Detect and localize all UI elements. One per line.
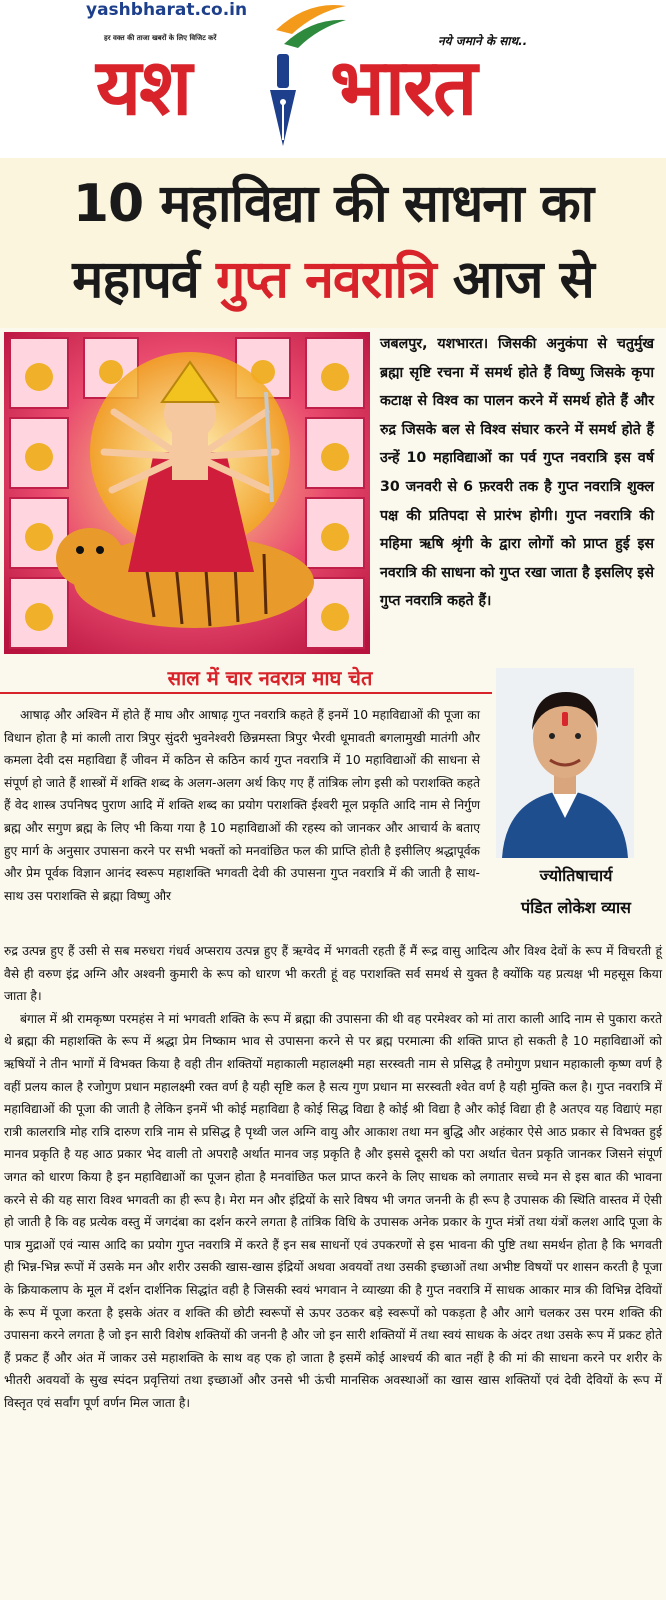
masthead-tagline-right: नये जमाने के साथ.. xyxy=(438,34,528,48)
astrologer-name: पंडित लोकेश व्यास xyxy=(521,898,631,917)
section-subheading: साल में चार नवरात्र माघ चेत xyxy=(167,666,373,690)
subheading-rule xyxy=(0,692,492,694)
headline-highlight: गुप्त नवरात्रि xyxy=(215,250,436,310)
astrologer-photo xyxy=(496,668,634,858)
body-paragraph-1: आषाढ़ और अश्विन में होते हैं माघ और आषाढ़ गुप्त नवरात्रि कहते हैं इनमें 10 महाविद्याओं की पूजा का विधान होता है मां काली तारा त्रिपुर सुंदरी भुवनेश्वरी छिन्नमस्ता त्रिपुर भैरवी धूमावती बगलामुखी मातंगी और कमला देवी दस महाविद्या हैं जीवन में कठिन से कठिन कार्य गुप्त नवरात्रि में 10 महाविद्याओं की साधना से संपूर्ण हो जाते हैं शास्त्रों में शक्ति शब्द के अलग-अलग अर्थ किए गए हैं तांत्रिक लोग इसी को पराशक्ति कहते हैं वेद शास्त्र उपनिषद पुराण आदि में शक्ति शब्द का प्रयोग पराशक्ति ईश्वरी मूल प्रकृति आदि नाम से निर्गुण ब्रह्म और सगुण ब्रह्म के लिए भी किया गया है 10 महाविद्याओं की रहस्य को जानकर और आचार्य के बताए हुए मार्ग के अनुसार उपासना करने पर सभी भक्तों को मनवांछित फल की प्राप्ति होती है इसीलिए श्रद्धापूर्वक और प्रेम पूर्वक विज्ञान आनंद स्वरूप महाशक्ति भगवती देवी की उपासना गुप्त नवरात्रि में की जाती है साथ-साथ उस पराशक्ति से ब्रह्मा विष्णु और xyxy=(4,708,480,903)
headline-line-2 xyxy=(0,242,666,313)
lead-paragraph: जबलपुर, यशभारत। जिसकी अनुकंपा से चतुर्मुख ब्रह्मा सृष्टि रचना में समर्थ होते हैं विष्णु जिसके कृपा कटाक्ष से विश्व का पालन करने में समर्थ होते हैं और रुद्र जिसके बल से विश्व संघार करने में समर्थ होते हैं उन्हें 10 महाविद्याओं का पर्व गुप्त नवरात्रि इस वर्ष 30 जनवरी से 6 फ़रवरी तक है गुप्त नवरात्रि शुक्ल पक्ष की प्रतिपदा से प्रारंभ होगी। गुप्त नवरात्रि की महिमा ऋषि श्रृंगी के द्वारा लोगों को प्राप्त हुई इस नवरात्रि की साधना को गुप्त रखा जाता है इसलिए इसे गुप्त नवरात्रि कहते हैं। xyxy=(380,336,654,610)
logo-word-bharat: भारत xyxy=(330,43,476,133)
body-column-wide xyxy=(4,940,662,1414)
body-paragraph-1-continued: रुद्र उत्पन्न हुए हैं उसी से सब मरुधरा गंधर्व अप्सराय उत्पन्न हुए हैं ऋग्वेद में भगवती रहती हैं मैं रूद्र वासु आदित्य और विश्व देवों के रूप में विचरती हूं वैसे ही वरुण इंद्र अग्नि और अश्वनी कुमारी के रूप को धारण भी करती हूं वह पराशक्ति सर्व समर्थ से युक्त है क्योंकि यह प्रत्यक्ष भी महसूस किया जाता है। xyxy=(4,944,662,1004)
goddess-durga-image xyxy=(4,332,370,654)
masthead xyxy=(0,0,666,158)
masthead-tagline-left: हर वक्त की ताजा खबरों के लिए विजिट करें xyxy=(104,34,217,42)
headline-line-1: 10 महाविद्या की साधना का xyxy=(72,174,594,234)
headline-area xyxy=(0,158,666,328)
headline-line-2-end: आज से xyxy=(452,250,594,310)
astrologer-title: ज्योतिषाचार्य xyxy=(539,866,613,885)
person-portrait-icon xyxy=(496,668,634,858)
headline-line-2-start: महापर्व xyxy=(72,250,199,310)
logo-word-yash: यश xyxy=(96,43,191,133)
body-column-narrow xyxy=(4,704,480,907)
fountain-pen-icon xyxy=(262,52,304,148)
site-url[interactable]: yashbharat.co.in xyxy=(86,0,248,20)
body-paragraph-2: बंगाल में श्री रामकृष्ण परमहंस ने मां भगवती शक्ति के रूप में ब्रह्मा की उपासना की थी वह परमेश्वर को मां तारा काली आदि नाम से पुकारा करते थे ब्रह्मा की महाशक्ति के रूप में श्रद्धा प्रेम निष्काम भाव से उपासना करने से पर ब्रह्म परमात्मा की शक्ति प्राप्त हो सकती है 10 महाविद्याओं को ऋषियों ने तीन भागों में विभक्त किया है वही तीन शक्तियों महाकाली महालक्ष्मी महा सरस्वती नाम से प्रसिद्ध है तमोगुण प्रधान महाकाली कृष्ण वर्ण है वहीं प्रलय काल है रजोगुण प्रधान महालक्ष्मी रक्त वर्ण है यही सृष्टि कल है सत्य गुण प्रधान मा सरस्वती श्वेत वर्ण है यही मुक्ति कल है। गुप्त नवरात्रि में महाविद्याओं की पूजा की जाती है लेकिन इनमें भी कोई महाविद्या है कोई सिद्ध विद्या है कोई श्री विद्या है और कोई विद्या ही है अतएव यह विद्याएं महा रात्री कालरात्रि मोह रात्रि दारुण रात्रि नाम से प्रसिद्ध है पृथ्वी जल अग्नि वायु और आकाश तथा मन बुद्धि और अहंकार ऐसे आठ प्रकार से विभक्त हुई मानव प्रकृति है यह आठ प्रकार भेद वाली तो अपराहै अर्थात मानव जड़ प्रकृति है और इससे दूसरी को परा अर्थात चेतन प्रकृति जानकर जिसने संपूर्ण जगत को धारण किया है इन महाविद्याओं का पूजन होता है मनवांछित फल प्राप्त करने के लिए साधक को लगातार सच्चे मन से इस बात की भावना करने से की यह सारा विश्व भगवती का ही रूप है। मेरा मन और इंद्रियों के सारे विषय भी जगत जननी के ही रूप है उपासक की स्थिति वास्तव में ऐसी हो जाती है कि वह प्रत्येक वस्तु में जगदंबा का दर्शन करने लगता है तांत्रिक विधि के उपासक अनेक प्रकार के गुप्त मंत्रों तथा यंत्रों कलश आदि पूजा के पात्र मुद्राओं एवं न्यास आदि का प्रयोग गुप्त नवरात्रि में करते हैं इन सब साधनों एवं उपकरणों से इस भावना की पुष्टि तथा समर्थन होता है कि भगवती ही भिन्न-भिन्न रूपों में उसके मन और शरीर उसकी खास-खास इंद्रियों अथवा अवयवों तथा उसकी इच्छाओं तथा अभीष्ट विषयों पर शासन करती है पूजा के क्रियाकलाप के मूल में दर्शन दार्शनिक सिद्धांत वही है जिसकी स्वयं भगवान ने व्याख्या की है गुप्त नवरात्रि में साधक आकार मात्र की विभिन्न देवियों के रूप में पूजा करता है इसके अंतर व शक्ति की छोटी स्वरूपों से ऊपर उठकर बड़े स्वरूपों को पकड़ता है और आगे चलकर उस परम शक्ति की उपासना करने लगता है जो इन सारी विशेष शक्तियों की जननी है और जो इन सारी शक्तियों में तथा स्वयं साधक के अंदर तथा उसके रूप में प्रकट होते हैं प्रकट हैं और अंत में जाकर उसे महाशक्ति के साथ वह एक हो जाता है इसमें कोई आश्चर्य की बात नहीं है की मां की साधना करने पर शरीर के भीतरी अवयवों के सुख स्पंदन प्रवृत्तियां तथा इच्छाओं और उनसे भी ऊंची मानसिक अवस्थाओं का खास खास शक्तियों एवं देवी देवियों के रूप में विस्तृत एवं सर्वांग पूर्ण वर्णन मिल जाता है। xyxy=(4,1011,663,1410)
